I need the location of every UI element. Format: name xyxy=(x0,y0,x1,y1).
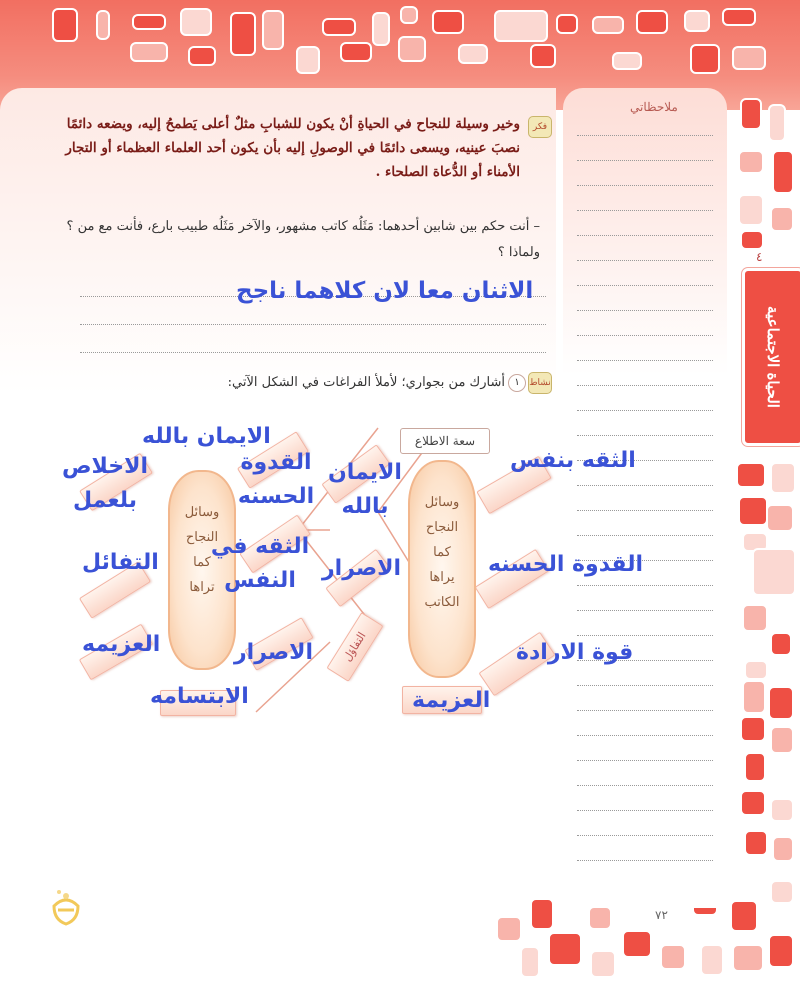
notes-line xyxy=(577,310,713,311)
oval-text-line: وسائل xyxy=(424,495,460,510)
deco-tile xyxy=(738,496,768,526)
activity-instruction: أشارك من بجواري؛ لأملأ الفراغات في الشكل الآتي: xyxy=(227,375,505,390)
oval-text-line: النجاح xyxy=(425,520,459,535)
oval-text-line: الكاتب xyxy=(424,595,460,610)
deco-tile xyxy=(740,790,766,816)
think-badge: فكر xyxy=(528,116,552,138)
deco-tile xyxy=(768,686,794,720)
deco-tile xyxy=(772,150,794,194)
deco-tile xyxy=(736,462,766,488)
deco-tile xyxy=(520,946,540,978)
answer-sincerity[interactable]: الاخلاص بلعمل xyxy=(61,454,149,513)
deco-tile xyxy=(52,8,78,42)
deco-tile xyxy=(744,830,768,856)
notes-line xyxy=(577,285,713,286)
answer-willpower[interactable]: قوة الارادة xyxy=(516,640,634,665)
answer-smile[interactable]: الابتسامه xyxy=(150,684,249,709)
deco-tile xyxy=(660,944,686,970)
deco-tile xyxy=(772,836,794,862)
deco-tile xyxy=(398,36,426,62)
optimism-label: التفاؤل xyxy=(326,612,383,682)
notes-line xyxy=(577,410,713,411)
answer-good-example[interactable]: القدوة الحسنه xyxy=(488,552,644,577)
notes-title: ملاحظاتي xyxy=(630,100,678,114)
notes-line xyxy=(577,610,713,611)
deco-tile xyxy=(768,934,794,968)
answer-faith[interactable]: الايمان بالله xyxy=(328,460,402,519)
deco-tile xyxy=(592,16,624,34)
deco-tile xyxy=(296,46,320,74)
deco-tile xyxy=(230,12,256,56)
unit-number: ٤ xyxy=(756,250,763,264)
deco-tile xyxy=(188,46,216,66)
deco-tile xyxy=(432,10,464,34)
notes-line xyxy=(577,435,713,436)
deco-tile xyxy=(132,14,166,30)
deco-tile xyxy=(732,944,764,972)
deco-tile xyxy=(744,752,766,782)
oval-text-line: النجاح xyxy=(185,530,219,545)
notes-line xyxy=(577,585,713,586)
deco-tile xyxy=(590,950,616,978)
activity-badge: نشاط xyxy=(528,372,552,394)
unit-tab-label: الحياة الاجتماعية xyxy=(764,306,782,408)
notes-line xyxy=(577,710,713,711)
notes-line xyxy=(577,485,713,486)
deco-tile xyxy=(740,230,764,250)
deco-tile xyxy=(530,898,554,930)
deco-tile xyxy=(322,18,356,36)
deco-tile xyxy=(530,44,556,68)
answer-line xyxy=(80,324,546,325)
unit-tab[interactable] xyxy=(742,268,800,446)
notes-line xyxy=(577,260,713,261)
deco-tile xyxy=(732,46,766,70)
answer-faith-2[interactable]: الايمان بالله xyxy=(142,424,271,449)
deco-tile xyxy=(740,98,762,130)
deco-tile xyxy=(372,12,390,46)
answer-good-example-2[interactable]: القدوة الحسنه xyxy=(237,450,315,509)
deco-tile xyxy=(690,44,720,74)
notes-line xyxy=(577,735,713,736)
answer-self-confidence-2[interactable]: الثقه في النفس xyxy=(210,534,310,593)
deco-tile xyxy=(770,798,794,822)
answer-determination[interactable]: العزيمة xyxy=(412,688,491,713)
deco-tile xyxy=(262,10,284,50)
deco-tile xyxy=(722,8,756,26)
notes-line xyxy=(577,510,713,511)
handwritten-answer[interactable]: الاثنان معا لان كلاهما ناجح xyxy=(236,278,534,304)
notes-line xyxy=(577,635,713,636)
notes-line xyxy=(577,135,713,136)
deco-tile xyxy=(548,932,582,966)
question-text: – أنت حكم بين شابين أحدهما: مَثَلُه كاتب مشهور، والآخر مَثَلُه طبيب بارع، فأنت مع من ؟ ولماذا ؟ xyxy=(66,219,540,260)
deco-tile xyxy=(742,680,766,714)
notes-line xyxy=(577,385,713,386)
oval-text-line: كما xyxy=(433,545,451,560)
reading-breadth-label: سعة الاطلاع xyxy=(400,428,490,454)
answer-persistence[interactable]: الاصرار xyxy=(322,556,402,581)
deco-tile xyxy=(458,44,488,64)
deco-tile xyxy=(96,10,110,40)
answer-determination-2[interactable]: العزيمه xyxy=(82,632,161,657)
deco-tile xyxy=(700,944,724,976)
deco-tile xyxy=(130,42,168,62)
author-means-oval xyxy=(408,460,476,678)
notes-line xyxy=(577,160,713,161)
ministry-logo-icon xyxy=(48,886,84,930)
notes-line xyxy=(577,535,713,536)
notes-line xyxy=(577,760,713,761)
deco-tile xyxy=(770,880,794,904)
page-number: ٧٢ xyxy=(655,908,668,922)
deco-tile xyxy=(770,726,794,754)
intro-paragraph: وخير وسيلة للنجاح في الحياةِ أنْ يكون للشبابِ مثلٌ أعلى يَطمحُ إليه، ويضعه دائمًا نصبَ عينيه، ويسعى دائمًا في الوصولِ إليه بأن يكون أحد العلماء العظماء أو التجار الأمناء أو الدُّعاة الصلحاء . xyxy=(65,116,520,180)
answer-line xyxy=(80,352,546,353)
notes-line xyxy=(577,810,713,811)
notes-line xyxy=(577,860,713,861)
deco-tile xyxy=(180,8,212,36)
activity-number: ١ xyxy=(508,374,526,392)
deco-tile xyxy=(612,52,642,70)
deco-tile xyxy=(340,42,372,62)
deco-tile xyxy=(740,716,766,742)
oval-text-line: وسائل xyxy=(184,505,220,520)
deco-tile xyxy=(770,462,796,494)
notes-line xyxy=(577,335,713,336)
deco-tile xyxy=(742,604,768,632)
deco-tile xyxy=(636,10,668,34)
answer-optimism[interactable]: التفائل xyxy=(82,550,159,575)
notes-line xyxy=(577,360,713,361)
deco-tile xyxy=(738,194,764,226)
oval-text-line: كما xyxy=(193,555,211,570)
deco-tile xyxy=(622,930,652,958)
deco-tile xyxy=(752,548,796,596)
deco-tile xyxy=(494,10,548,42)
notes-line xyxy=(577,185,713,186)
deco-tile xyxy=(744,660,768,680)
deco-tile xyxy=(684,10,710,32)
deco-tile xyxy=(400,6,418,24)
deco-tile xyxy=(496,916,522,942)
notes-line xyxy=(577,210,713,211)
deco-tile xyxy=(768,104,786,142)
oval-text-line: تراها xyxy=(189,580,215,595)
deco-tile xyxy=(770,206,794,232)
deco-tile xyxy=(766,504,794,532)
notes-line xyxy=(577,785,713,786)
notes-line xyxy=(577,835,713,836)
deco-tile xyxy=(556,14,578,34)
notes-line xyxy=(577,235,713,236)
notes-line xyxy=(577,685,713,686)
deco-tile xyxy=(588,906,612,930)
oval-text-line: يراها xyxy=(429,570,455,585)
deco-tile xyxy=(730,900,758,932)
answer-persistence-2[interactable]: الاصرار xyxy=(234,640,314,665)
deco-tile xyxy=(738,150,764,174)
answer-self-confidence[interactable]: الثقه بنفس xyxy=(510,448,636,473)
deco-tile xyxy=(770,632,792,656)
